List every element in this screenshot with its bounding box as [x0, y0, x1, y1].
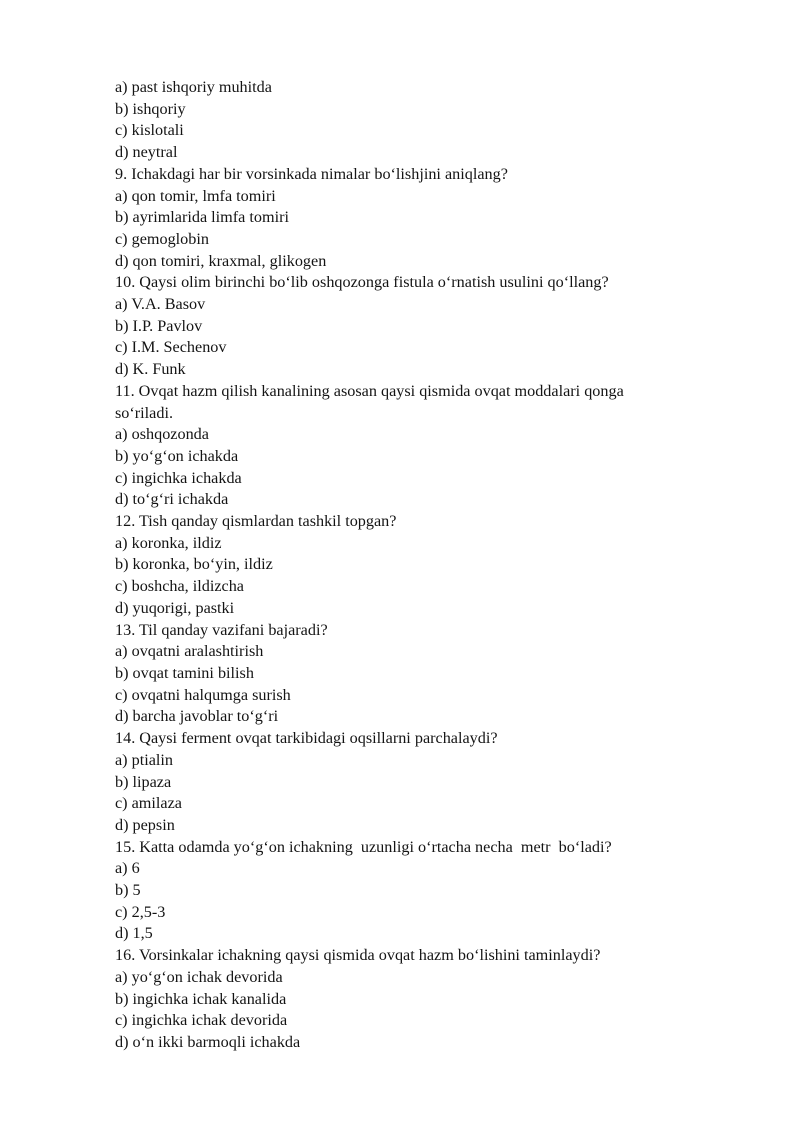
question-11-continuation: so‘riladi.	[115, 403, 173, 422]
question-16: 16. Vorsinkalar ichakning qaysi qismida ovqat hazm bo‘lishini taminlaydi?	[115, 946, 601, 965]
answer-option: c) ingichka ichak devorida	[115, 1011, 288, 1030]
question-12: 12. Tish qanday qismlardan tashkil topgan?	[115, 512, 397, 531]
answer-option: c) 2,5-3	[115, 902, 166, 921]
answer-option: c) I.M. Sechenov	[115, 338, 227, 357]
answer-option: c) boshcha, ildizcha	[115, 577, 244, 596]
answer-option: d) barcha javoblar to‘g‘ri	[115, 707, 279, 726]
answer-option: c) ovqatni halqumga surish	[115, 685, 291, 704]
answer-option: a) ptialin	[115, 750, 173, 769]
question-15: 15. Katta odamda yo‘g‘on ichakning uzunligi o‘rtacha necha metr bo‘ladi?	[115, 837, 612, 856]
answer-option: c) ingichka ichakda	[115, 468, 242, 487]
answer-option: a) oshqozonda	[115, 425, 209, 444]
document-page	[115, 77, 715, 1054]
answer-option: b) koronka, bo‘yin, ildiz	[115, 555, 273, 574]
question-11: 11. Ovqat hazm qilish kanalining asosan qaysi qismida ovqat moddalari qonga	[115, 381, 624, 400]
answer-option: d) pepsin	[115, 815, 175, 834]
answer-option: d) neytral	[115, 143, 178, 162]
answer-option: d) 1,5	[115, 924, 153, 943]
answer-option: b) ishqoriy	[115, 99, 186, 118]
answer-option: b) lipaza	[115, 772, 172, 791]
question-13: 13. Til qanday vazifani bajaradi?	[115, 620, 328, 639]
answer-option: d) o‘n ikki barmoqli ichakda	[115, 1032, 301, 1051]
answer-option: a) past ishqoriy muhitda	[115, 78, 272, 96]
question-10: 10. Qaysi olim birinchi bo‘lib oshqozonga fistula o‘rnatish usulini qo‘llang?	[115, 273, 609, 292]
answer-option: a) qon tomir, lmfa tomiri	[115, 186, 276, 205]
answer-option: d) to‘g‘ri ichakda	[115, 490, 229, 509]
answer-option: b) 5	[115, 881, 141, 900]
answer-option: c) amilaza	[115, 794, 182, 813]
question-9: 9. Ichakdagi har bir vorsinkada nimalar bo‘lishjini aniqlang?	[115, 164, 508, 183]
answer-option: a) yo‘g‘on ichak devorida	[115, 967, 283, 986]
answer-option: d) K. Funk	[115, 360, 186, 379]
answer-option: a) V.A. Basov	[115, 295, 206, 314]
answer-option: a) ovqatni aralashtirish	[115, 642, 264, 661]
answer-option: c) gemoglobin	[115, 229, 209, 248]
answer-option: b) yo‘g‘on ichakda	[115, 446, 239, 465]
answer-option: b) ingichka ichak kanalida	[115, 989, 287, 1008]
answer-option: a) 6	[115, 859, 140, 878]
answer-option: b) I.P. Pavlov	[115, 316, 203, 335]
answer-option: b) ovqat tamini bilish	[115, 663, 254, 682]
question-14: 14. Qaysi ferment ovqat tarkibidagi oqsillarni parchalaydi?	[115, 729, 498, 748]
answer-option: b) ayrimlarida limfa tomiri	[115, 208, 289, 227]
answer-option: d) qon tomiri, kraxmal, glikogen	[115, 251, 327, 270]
answer-option: c) kislotali	[115, 121, 184, 140]
answer-option: d) yuqorigi, pastki	[115, 598, 235, 617]
answer-option: a) koronka, ildiz	[115, 533, 222, 552]
